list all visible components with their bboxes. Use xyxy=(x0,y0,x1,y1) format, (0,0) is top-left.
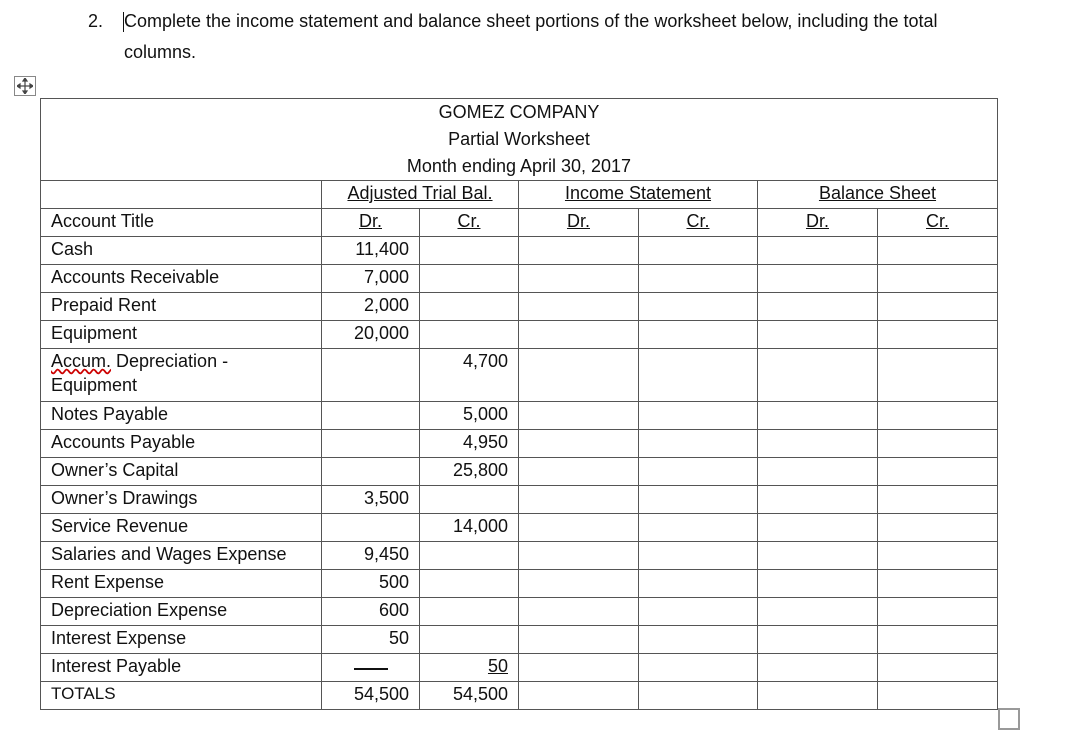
adjusted-cr xyxy=(420,237,519,265)
balance-dr-cell[interactable] xyxy=(758,570,878,598)
income-cr-cell[interactable] xyxy=(639,321,758,349)
balance-dr-header: Dr. xyxy=(758,209,878,237)
column-header-row xyxy=(41,209,998,237)
adjusted-dr: 7,000 xyxy=(322,265,420,293)
balance-dr-total-cell[interactable] xyxy=(758,682,878,710)
income-cr-cell[interactable] xyxy=(639,458,758,486)
income-dr-header: Dr. xyxy=(519,209,639,237)
income-cr-cell[interactable] xyxy=(639,654,758,682)
adjusted-cr: 14,000 xyxy=(420,514,519,542)
table-row xyxy=(41,514,998,542)
account-title-part: Accum. xyxy=(51,351,112,371)
account-title-header: Account Title xyxy=(41,209,322,237)
adjusted-cr xyxy=(420,570,519,598)
account-title xyxy=(41,349,322,402)
balance-dr-cell[interactable] xyxy=(758,598,878,626)
table-row xyxy=(41,458,998,486)
worksheet-table xyxy=(40,98,998,710)
adjusted-cr xyxy=(420,486,519,514)
balance-dr-cell[interactable] xyxy=(758,402,878,430)
balance-sheet-header: Balance Sheet xyxy=(758,181,998,209)
total-dr: 54,500 xyxy=(322,682,420,710)
account-title: Service Revenue xyxy=(41,514,322,542)
empty-header-cell xyxy=(41,181,322,209)
table-row xyxy=(41,486,998,514)
balance-cr-cell[interactable] xyxy=(878,458,998,486)
balance-cr-cell[interactable] xyxy=(878,430,998,458)
income-dr-cell[interactable] xyxy=(519,349,639,402)
table-row xyxy=(41,654,998,682)
adjusted-dr: 2,000 xyxy=(322,293,420,321)
balance-dr-cell[interactable] xyxy=(758,654,878,682)
account-title: Equipment xyxy=(41,321,322,349)
income-dr-cell[interactable] xyxy=(519,654,639,682)
account-title: Prepaid Rent xyxy=(41,293,322,321)
balance-dr-cell[interactable] xyxy=(758,293,878,321)
income-cr-cell[interactable] xyxy=(639,626,758,654)
income-dr-cell[interactable] xyxy=(519,402,639,430)
balance-cr-cell[interactable] xyxy=(878,598,998,626)
income-dr-cell[interactable] xyxy=(519,570,639,598)
table-resize-handle[interactable] xyxy=(998,708,1020,730)
account-title: Interest Payable xyxy=(41,654,322,682)
question-number: 2. xyxy=(88,11,104,31)
income-cr-cell[interactable] xyxy=(639,349,758,402)
worksheet-period: Month ending April 30, 2017 xyxy=(406,156,632,176)
balance-cr-cell[interactable] xyxy=(878,402,998,430)
account-title-part: Depreciation - xyxy=(111,351,229,371)
income-dr-cell[interactable] xyxy=(519,430,639,458)
income-dr-cell[interactable] xyxy=(519,321,639,349)
income-cr-cell[interactable] xyxy=(639,237,758,265)
balance-dr-cell[interactable] xyxy=(758,542,878,570)
adjusted-cr xyxy=(420,321,519,349)
account-title: Accounts Receivable xyxy=(41,265,322,293)
income-cr-cell[interactable] xyxy=(639,486,758,514)
adjusted-cr xyxy=(420,265,519,293)
adjusted-dr: 600 xyxy=(322,598,420,626)
account-title: Notes Payable xyxy=(41,402,322,430)
income-cr-cell[interactable] xyxy=(639,265,758,293)
balance-cr-cell[interactable] xyxy=(878,542,998,570)
adjusted-cr: 5,000 xyxy=(420,402,519,430)
adjusted-cr xyxy=(420,626,519,654)
balance-dr-cell[interactable] xyxy=(758,349,878,402)
income-cr-cell[interactable] xyxy=(639,430,758,458)
balance-dr-cell[interactable] xyxy=(758,486,878,514)
table-row xyxy=(41,321,998,349)
balance-cr-cell[interactable] xyxy=(878,654,998,682)
income-dr-cell[interactable] xyxy=(519,237,639,265)
income-cr-cell[interactable] xyxy=(639,293,758,321)
adjusted-dr: 20,000 xyxy=(322,321,420,349)
balance-cr-cell[interactable] xyxy=(878,486,998,514)
balance-dr-cell[interactable] xyxy=(758,458,878,486)
underline-mark xyxy=(354,668,388,670)
adjusted-cr xyxy=(420,598,519,626)
adjusted-cr xyxy=(420,542,519,570)
balance-cr-cell[interactable] xyxy=(878,321,998,349)
income-cr-cell[interactable] xyxy=(639,542,758,570)
table-row xyxy=(41,265,998,293)
adjusted-dr xyxy=(322,514,420,542)
balance-cr-header: Cr. xyxy=(878,209,998,237)
account-title: Depreciation Expense xyxy=(41,598,322,626)
adjusted-dr: 50 xyxy=(322,626,420,654)
adjusted-dr: 500 xyxy=(322,570,420,598)
income-dr-cell[interactable] xyxy=(519,265,639,293)
adjusted-cr: 4,950 xyxy=(420,430,519,458)
adjusted-cr: 4,700 xyxy=(420,349,519,402)
income-dr-cell[interactable] xyxy=(519,598,639,626)
adjusted-dr xyxy=(322,430,420,458)
balance-dr-cell[interactable] xyxy=(758,430,878,458)
account-title: Interest Expense xyxy=(41,626,322,654)
income-dr-cell[interactable] xyxy=(519,293,639,321)
income-dr-cell[interactable] xyxy=(519,514,639,542)
account-title: Owner’s Drawings xyxy=(41,486,322,514)
balance-cr-cell[interactable] xyxy=(878,349,998,402)
adjusted-cr-header: Cr. xyxy=(420,209,519,237)
balance-cr-cell[interactable] xyxy=(878,626,998,654)
balance-cr-cell[interactable] xyxy=(878,265,998,293)
table-row xyxy=(41,402,998,430)
balance-cr-total-cell[interactable] xyxy=(878,682,998,710)
income-dr-cell[interactable] xyxy=(519,626,639,654)
adjusted-dr: 9,450 xyxy=(322,542,420,570)
table-row xyxy=(41,598,998,626)
worksheet-title: Partial Worksheet xyxy=(448,129,590,149)
adjusted-cr: 25,800 xyxy=(420,458,519,486)
account-title: Owner’s Capital xyxy=(41,458,322,486)
table-row xyxy=(41,570,998,598)
question-text: Complete the income statement and balance sheet portions of the worksheet below, including the total columns. xyxy=(124,11,938,62)
total-cr: 54,500 xyxy=(420,682,519,710)
table-row xyxy=(41,237,998,265)
income-cr-cell[interactable] xyxy=(639,598,758,626)
balance-cr-cell[interactable] xyxy=(878,514,998,542)
adjusted-dr: 11,400 xyxy=(322,237,420,265)
income-dr-cell[interactable] xyxy=(519,458,639,486)
income-dr-cell[interactable] xyxy=(519,486,639,514)
adjusted-dr xyxy=(322,349,420,402)
account-title-line2: Equipment xyxy=(51,375,138,395)
account-title: Cash xyxy=(41,237,322,265)
balance-dr-cell[interactable] xyxy=(758,237,878,265)
worksheet-heading xyxy=(41,99,998,181)
adjusted-dr xyxy=(322,458,420,486)
income-cr-cell[interactable] xyxy=(639,514,758,542)
adjusted-dr: 3,500 xyxy=(322,486,420,514)
adjusted-dr xyxy=(322,402,420,430)
adjusted-dr xyxy=(322,654,420,682)
table-row xyxy=(41,349,998,402)
adjusted-dr-header: Dr. xyxy=(322,209,420,237)
income-cr-header: Cr. xyxy=(639,209,758,237)
worksheet-heading-row xyxy=(41,99,998,181)
balance-dr-cell[interactable] xyxy=(758,514,878,542)
income-dr-cell[interactable] xyxy=(519,542,639,570)
table-row xyxy=(41,293,998,321)
income-cr-cell[interactable] xyxy=(639,570,758,598)
income-cr-cell[interactable] xyxy=(639,402,758,430)
income-statement-header: Income Statement xyxy=(519,181,758,209)
totals-row xyxy=(41,682,998,710)
balance-dr-cell[interactable] xyxy=(758,265,878,293)
balance-cr-cell[interactable] xyxy=(878,293,998,321)
income-cr-total-cell[interactable] xyxy=(639,682,758,710)
account-title: Accounts Payable xyxy=(41,430,322,458)
company-name: GOMEZ COMPANY xyxy=(438,102,600,122)
account-title: Salaries and Wages Expense xyxy=(41,542,322,570)
table-move-icon[interactable] xyxy=(14,76,36,96)
group-header-row xyxy=(41,181,998,209)
balance-cr-cell[interactable] xyxy=(878,237,998,265)
table-row xyxy=(41,430,998,458)
table-row xyxy=(41,626,998,654)
account-title: Rent Expense xyxy=(41,570,322,598)
income-dr-total-cell[interactable] xyxy=(519,682,639,710)
adjusted-cr xyxy=(420,293,519,321)
totals-label: TOTALS xyxy=(41,682,322,710)
adjusted-trial-balance-header: Adjusted Trial Bal. xyxy=(322,181,519,209)
table-row xyxy=(41,542,998,570)
balance-cr-cell[interactable] xyxy=(878,570,998,598)
balance-dr-cell[interactable] xyxy=(758,626,878,654)
adjusted-cr: 50 xyxy=(420,654,519,682)
balance-dr-cell[interactable] xyxy=(758,321,878,349)
